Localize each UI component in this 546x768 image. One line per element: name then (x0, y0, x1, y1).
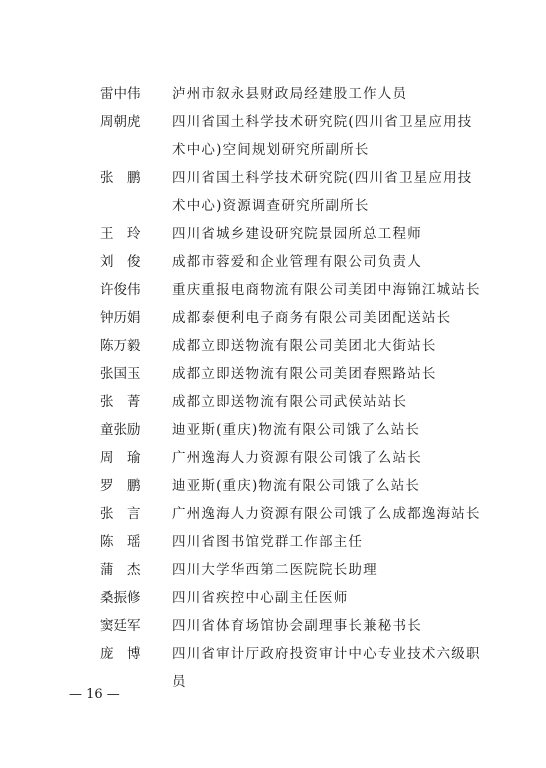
person-title: 四川省城乡建设研究院景园所总工程师 (172, 226, 422, 242)
person-title: 泸州市叙永县财政局经建股工作人员 (172, 86, 408, 102)
person-name: 窦廷军 (100, 618, 141, 634)
person-title: 成都立即送物流有限公司美团春熙路站长 (172, 366, 437, 382)
person-title: 四川大学华西第二医院院长助理 (172, 562, 378, 578)
person-name: 钟历娟 (100, 310, 141, 326)
person-title: 四川省审计厅政府投资审计中心专业技术六级职员 (172, 646, 481, 690)
person-title: 重庆重报电商物流有限公司美团中海锦江城站长 (172, 282, 481, 298)
person-title: 成都市蓉爱和企业管理有限公司负责人 (172, 254, 422, 270)
person-name: 陈 瑶 (100, 534, 141, 550)
person-name: 张 言 (100, 506, 141, 522)
person-title: 成都泰便利电子商务有限公司美团配送站长 (172, 310, 452, 326)
person-name: 张 菁 (100, 394, 141, 410)
person-name: 陈万毅 (100, 338, 141, 354)
person-name: 罗 鹏 (100, 478, 141, 494)
person-title: 四川省国土科学技术研究院(四川省卫星应用技术中心)资源调查研究所副所长 (172, 170, 473, 214)
person-name: 童张励 (100, 422, 141, 438)
person-title: 四川省图书馆党群工作部主任 (172, 534, 364, 550)
person-name: 王 玲 (100, 226, 141, 242)
person-title: 四川省体育场馆协会副理事长兼秘书长 (172, 618, 422, 634)
person-name: 刘 俊 (100, 254, 141, 270)
person-name: 许俊伟 (100, 282, 141, 298)
person-title: 四川省国土科学技术研究院(四川省卫星应用技术中心)空间规划研究所副所长 (172, 114, 473, 158)
person-name: 周朝虎 (100, 114, 141, 130)
person-name: 桑振修 (100, 590, 141, 606)
person-name: 庞 博 (100, 646, 141, 662)
person-name: 张国玉 (100, 366, 141, 382)
person-title: 四川省疾控中心副主任医师 (172, 590, 349, 606)
person-title: 迪亚斯(重庆)物流有限公司饿了么站长 (172, 422, 421, 438)
person-name: 张 鹏 (100, 170, 141, 186)
person-title: 广州逸海人力资源有限公司饿了么站长 (172, 450, 422, 466)
person-title: 成都立即送物流有限公司美团北大街站长 (172, 338, 437, 354)
person-name: 蒲 杰 (100, 562, 141, 578)
page-number: — 16 — (69, 687, 120, 702)
person-name: 雷中伟 (100, 86, 141, 102)
person-title: 成都立即送物流有限公司武侯站站长 (172, 394, 408, 410)
person-title: 广州逸海人力资源有限公司饿了么成都逸海站长 (172, 506, 481, 522)
person-title: 迪亚斯(重庆)物流有限公司饿了么站长 (172, 478, 421, 494)
person-name: 周 瑜 (100, 450, 141, 466)
